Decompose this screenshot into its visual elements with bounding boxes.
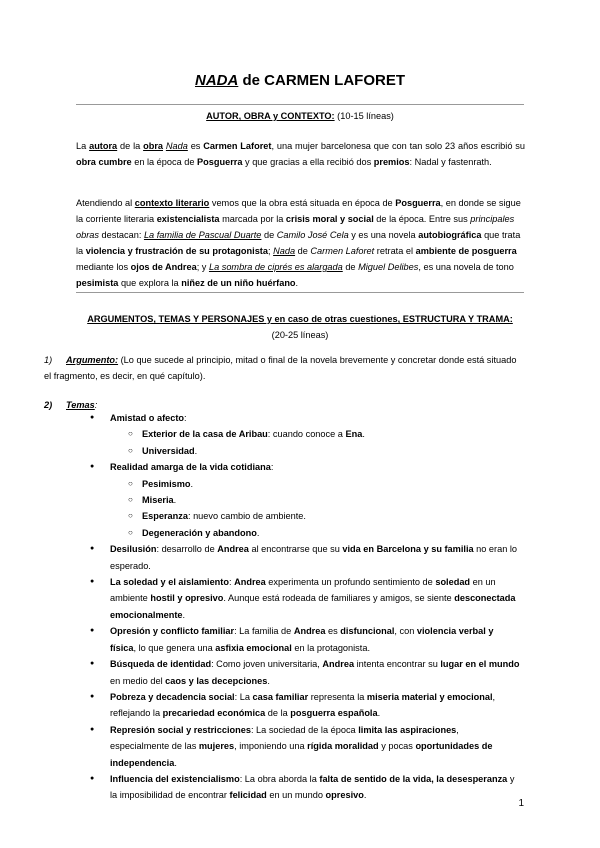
list-item: ● Amistad o afecto: ○ Exterior de la casa de Aribau: cuando conoce a Ena. ○ Universidad. <box>88 410 520 459</box>
list-item: ● Represión social y restricciones: La sociedad de la época limita las aspiraciones, especialmente de las mujeres, imponiendo una rígida moralidad y pocas oportunidades de independencia. <box>88 722 520 771</box>
argumento-label: Argumento: <box>66 355 119 365</box>
section-heading-argumentos <box>76 311 524 343</box>
title-nada: NADA <box>194 72 239 89</box>
page-number: 1 <box>518 798 524 809</box>
list-item: ● Influencia del existencialismo: La obra aborda la falta de sentido de la vida, la desesperanza y la imposibilidad de encontrar felicidad en un mundo opresivo. <box>88 771 520 804</box>
title-author: de CARMEN LAFORET <box>238 72 405 89</box>
argumento-text: (Lo que sucede al principio, mitad o final de la novela brevemente y concretar donde está situado el fragmento, es decir, en qué capítulo). <box>44 355 517 381</box>
divider <box>76 292 524 293</box>
section-heading-autor <box>76 111 524 121</box>
sub-list-item: ○ Esperanza: nuevo cambio de ambiente. <box>110 508 520 524</box>
list-item: ● La soledad y el aislamiento: Andrea experimenta un profundo sentimiento de soledad en un ambiente hostil y opresivo. Aunque está rodeada de familiares y amigos, se siente desconectada emocionalmente. <box>88 574 520 623</box>
document-title <box>0 72 600 89</box>
sub-list-item: ○ Miseria. <box>110 492 520 508</box>
sub-list-item: ○ Exterior de la casa de Aribau: cuando conoce a Ena. <box>110 426 520 442</box>
section-heading-text: ARGUMENTOS, TEMAS Y PERSONAJES y en caso de otras cuestiones, ESTRUCTURA Y TRAMA: <box>87 314 513 324</box>
list-item: ● Opresión y conflicto familiar: La familia de Andrea es disfuncional, con violencia verbal y física, lo que genera una asfixia emocional en la protagonista. <box>88 623 520 656</box>
list-item: ● Desilusión: desarrollo de Andrea al encontrarse que su vida en Barcelona y su familia no eran lo esperado. <box>88 541 520 574</box>
section-heading-lines: (20-25 líneas) <box>271 330 329 340</box>
sub-list <box>110 426 520 459</box>
divider <box>76 104 524 105</box>
section-heading-text: AUTOR, OBRA y CONTEXTO: <box>206 111 335 121</box>
temas-item: 2) Temas: <box>44 400 98 410</box>
sub-list-item: ○ Degeneración y abandono. <box>110 525 520 541</box>
list-item: ● Pobreza y decadencia social: La casa familiar representa la miseria material y emocional, reflejando la precariedad económica de la posguerra española. <box>88 689 520 722</box>
temas-list <box>88 410 520 804</box>
sub-list <box>110 476 520 542</box>
sub-list-item: ○ Pesimismo. <box>110 476 520 492</box>
paragraph-autora: La autora de la obra Nada es Carmen Laforet, una mujer barcelonesa que con tan solo 23 años escribió su obra cumbre en la época de Posguerra y que gracias a ella recibió dos premios: Nadal y fastenrath. <box>76 141 525 167</box>
section-heading-lines: (10-15 líneas) <box>334 111 394 121</box>
temas-label: Temas <box>66 400 95 410</box>
paragraph-contexto: Atendiendo al contexto literario vemos que la obra está situada en época de Posguerra, en donde se sigue la corriente literaria existencialista marcada por la crisis moral y social de la época. Entre sus principales obras destacan: La familia de Pascual Duarte de Camilo José Cela y es una novela autobiográfica que trata la violencia y frustración de su protagonista; Nada de Carmen Laforet retrata el ambiente de posguerra mediante los ojos de Andrea; y La sombra de ciprés es alargada de Miguel Delibes, es una novela de tono pesimista que explora la niñez de un niño huérfano. <box>76 198 521 288</box>
argumento-item: 1) Argumento: (Lo que sucede al principio, mitad o final de la novela brevemente y concretar donde está situado el fragmento, es decir, en qué capítulo). <box>44 355 517 381</box>
list-item: ● Búsqueda de identidad: Como joven universitaria, Andrea intenta encontrar su lugar en el mundo en medio del caos y las decepciones. <box>88 656 520 689</box>
sub-list-item: ○ Universidad. <box>110 443 520 459</box>
list-item: ● Realidad amarga de la vida cotidiana: ○ Pesimismo. ○ Miseria. ○ Esperanza: nuevo cambio de ambiente. ○ Degeneración y abandono. <box>88 459 520 541</box>
